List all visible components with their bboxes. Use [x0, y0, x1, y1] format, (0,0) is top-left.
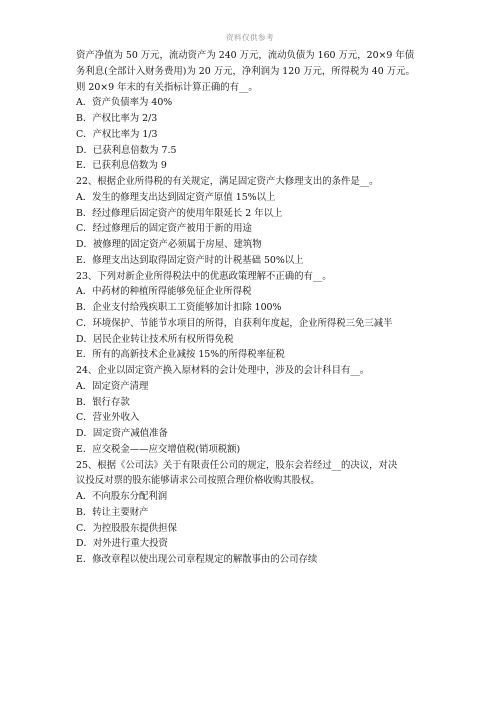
option-line: B．经过修理后固定资产的使用年限延长 2 年以上 — [76, 207, 283, 219]
option-line: B．转让主要财产 — [76, 506, 149, 518]
option-line: E．修理支出达到取得固定资产时的计税基础 50%以上 — [76, 254, 304, 266]
option-line: C．营业外收入 — [76, 412, 140, 424]
question-line: 24、企业以固定资产换入原材料的会计处理中，涉及的会计科目有__。 — [76, 365, 370, 376]
page-header: 资料仅供参考 — [226, 33, 274, 42]
option-line: B．企业支付给残疾职工工资能够加计扣除 100% — [76, 302, 282, 313]
option-line: A．固定资产清理 — [76, 380, 149, 392]
option-line: D．对外进行重大投资 — [76, 538, 168, 550]
option-line: C．经过修理后的固定资产被用于新的用途 — [76, 223, 252, 235]
option-line: D．被修理的固定资产必须属于房屋、建筑物 — [76, 239, 262, 250]
option-line: C．环境保护、节能节水项目的所得，自获利年度起，企业所得税三免三减半 — [76, 317, 393, 329]
option-line: A．资产负债率为 40% — [76, 97, 173, 109]
question-line: 22、根据企业所得税的有关规定，满足固定资产大修理支出的条件是__。 — [76, 176, 379, 187]
question-line: 25、根据《公司法》关于有限责任公司的规定，股东会若经过__的决议，对决 — [76, 459, 398, 471]
option-line: A．发生的修理支出达到固定资产原值 15%以上 — [76, 191, 276, 203]
option-line: B．银行存款 — [76, 396, 130, 408]
option-line: B．产权比率为 2/3 — [76, 113, 158, 124]
option-line: C．产权比率为 1/3 — [76, 128, 158, 140]
text-line: 资产净值为 50 万元，流动资产为 240 万元，流动负债为 160 万元，20×9 年债 — [76, 50, 415, 61]
option-line: D．已获利息倍数为 7.5 — [76, 144, 177, 156]
text-line: 则 20×9 年末的有关指标计算正确的有__。 — [76, 81, 258, 93]
question-line: 23、下列对新企业所得税法中的优惠政策理解不正确的有__。 — [76, 270, 332, 282]
option-line: A．不向股东分配利润 — [76, 491, 168, 502]
option-line: E．修改章程以使出现公司章程规定的解散事由的公司存续 — [76, 554, 318, 565]
document-body — [76, 48, 430, 568]
text-line: 务利息(全部计入财务费用)为 20 万元，净利润为 120 万元，所得税为 40 万元。 — [76, 65, 415, 77]
option-line: E．所有的高新技术企业减按 15%的所得税率征税 — [76, 349, 285, 361]
option-line: D．固定资产减值准备 — [76, 428, 168, 439]
option-line: C．为控股股东提供担保 — [76, 522, 177, 534]
option-line: E．应交税金——应交增值税(销项税额) — [76, 443, 241, 455]
option-line: E．已获利息倍数为 9 — [76, 160, 167, 172]
question-line: 议投反对票的股东能够请求公司按照合理价格收购其股权。 — [76, 475, 320, 487]
option-line: D．居民企业转让技术所有权所得免税 — [76, 333, 234, 345]
option-line: A．中药材的种植所得能够免征企业所得税 — [76, 286, 252, 298]
